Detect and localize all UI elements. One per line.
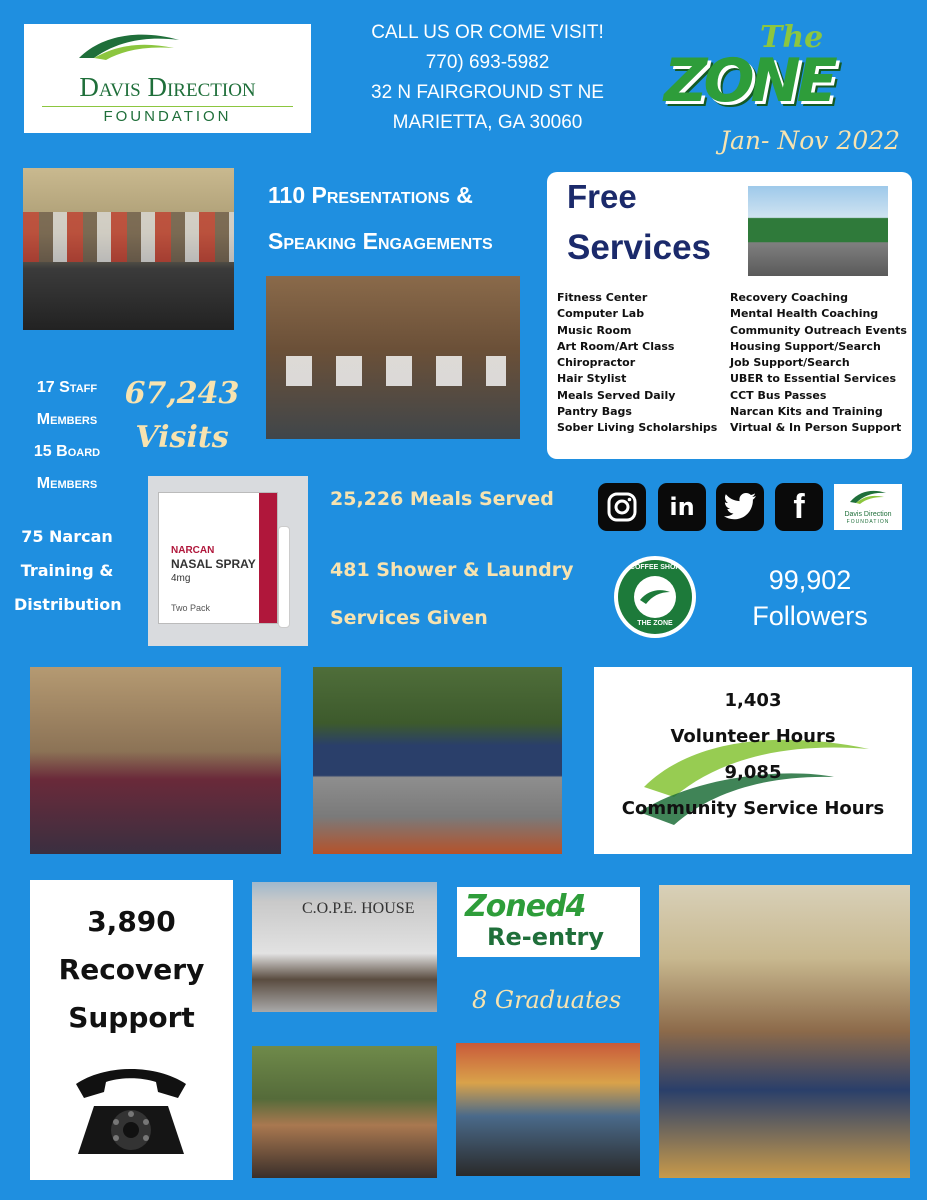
service-item: Hair Stylist xyxy=(557,372,627,386)
the-zone-logo xyxy=(650,20,900,120)
narcan-training-stat xyxy=(14,520,120,622)
zone-logo-the: The xyxy=(760,20,824,55)
recovery-text xyxy=(30,898,233,1042)
cope-house-sign: C.O.P.E. HOUSE xyxy=(302,900,415,917)
recovery-line1: Recovery xyxy=(58,953,205,986)
narcan-box-image xyxy=(148,476,308,646)
narcan-product: NASAL SPRAY xyxy=(171,557,256,571)
cope-house-photo xyxy=(252,882,437,1012)
service-item: Music Room xyxy=(557,323,632,337)
staff-group-photo xyxy=(30,667,281,854)
services-title1: Free xyxy=(567,178,637,215)
dining-group-photo xyxy=(252,1046,437,1178)
shower-line1: 481 Shower & Laundry xyxy=(330,559,574,581)
service-item: UBER to Essential Services xyxy=(730,372,897,386)
volunteer-panel xyxy=(594,667,912,854)
telephone-icon xyxy=(66,1062,196,1162)
davis-direction-logo xyxy=(24,24,311,133)
followers-label: Followers xyxy=(752,601,868,631)
zoned4-line2: Re-entry xyxy=(487,923,605,951)
recovery-panel xyxy=(30,880,233,1180)
service-item: Narcan Kits and Training xyxy=(730,405,883,419)
service-item: Virtual & In Person Support xyxy=(730,421,902,435)
classroom-photo xyxy=(456,1043,640,1176)
volunteer-label: Volunteer Hours xyxy=(670,726,836,747)
contact-heading: CALL US OR COME VISIT! xyxy=(371,22,604,43)
service-item: Community Outreach Events xyxy=(730,323,907,337)
services-right-list xyxy=(730,290,907,437)
small-foundation-logo xyxy=(834,484,902,530)
bird-icon xyxy=(638,586,672,608)
contact-address1: 32 N FAIRGROUND ST NE xyxy=(371,82,604,103)
small-logo-line2: FOUNDATION xyxy=(846,519,890,525)
narcan-pack: Two Pack xyxy=(171,603,211,613)
followers-stat xyxy=(730,562,890,634)
certificates-photo xyxy=(266,276,520,439)
coffee-top: COFFEE SHOP xyxy=(629,564,681,571)
coffee-shop-badge xyxy=(614,556,696,638)
linkedin-icon[interactable]: in xyxy=(658,483,706,531)
narcan-line1: 75 Narcan xyxy=(21,527,113,546)
service-item: Computer Lab xyxy=(557,307,645,321)
twitter-icon[interactable] xyxy=(716,483,764,531)
services-left-list xyxy=(557,290,717,437)
staff-stat xyxy=(22,372,112,500)
zoned4-line1: Zoned4 xyxy=(465,889,586,924)
volunteer-text xyxy=(594,683,912,827)
service-item: Pantry Bags xyxy=(557,405,632,419)
meals-stat: 25,226 Meals Served xyxy=(330,488,554,510)
service-item: Sober Living Scholarships xyxy=(557,421,718,435)
zone-period: Jan- Nov 2022 xyxy=(720,126,901,155)
volunteer-number: 1,403 xyxy=(724,690,782,711)
visits-label: Visits xyxy=(135,420,229,455)
contact-address2: MARIETTA, GA 30060 xyxy=(392,112,583,133)
contact-phone[interactable]: 770) 693-5982 xyxy=(425,52,550,73)
services-title2: Services xyxy=(567,228,712,267)
shower-stat xyxy=(330,546,573,642)
coffee-bottom: THE ZONE xyxy=(637,620,673,627)
service-item: Mental Health Coaching xyxy=(730,307,879,321)
service-item: Fitness Center xyxy=(557,291,648,304)
recovery-number: 3,890 xyxy=(87,905,176,938)
presentations-stat xyxy=(268,172,493,264)
followers-number: 99,902 xyxy=(768,565,852,595)
service-item: Recovery Coaching xyxy=(730,291,848,304)
swoosh-icon xyxy=(74,28,184,64)
contact-block xyxy=(330,18,645,138)
service-item: Meals Served Daily xyxy=(557,388,676,402)
staff-line4: Members xyxy=(36,475,98,492)
logo-line1: Davis Direction xyxy=(79,72,256,102)
logo-line2: FOUNDATION xyxy=(103,108,232,125)
staff-line2: Members xyxy=(36,411,98,428)
community-number: 9,085 xyxy=(724,762,782,783)
service-item: Art Room/Art Class xyxy=(557,339,675,353)
facebook-icon[interactable]: f xyxy=(775,483,823,531)
graduates-stat: 8 Graduates xyxy=(472,986,622,1014)
small-logo-line1: Davis Direction xyxy=(844,511,892,518)
recovery-line2: Support xyxy=(68,1001,195,1034)
football-team-photo xyxy=(313,667,562,854)
presentations-line1: 110 Presentations & xyxy=(268,182,473,208)
presentations-line2: Speaking Engagements xyxy=(268,228,493,254)
zoned4-reentry-logo xyxy=(457,887,640,957)
narcan-line3: Distribution xyxy=(14,595,122,614)
service-item: Job Support/Search xyxy=(730,356,850,370)
community-label: Community Service Hours xyxy=(621,798,885,819)
visits-stat xyxy=(122,372,242,460)
zone-logo-word: ZONE xyxy=(664,46,834,116)
service-item: CCT Bus Passes xyxy=(730,388,827,402)
service-item: Housing Support/Search xyxy=(730,339,881,353)
free-services-panel xyxy=(547,172,912,459)
narcan-dose: 4mg xyxy=(171,573,191,584)
gym-photo xyxy=(23,168,234,330)
staff-line1: 17 Staff xyxy=(36,379,98,396)
cooking-class-photo xyxy=(659,885,910,1178)
narcan-line2: Training & xyxy=(20,561,114,580)
shower-line2: Services Given xyxy=(330,607,488,629)
service-item: Chiropractor xyxy=(557,356,636,370)
staff-line3: 15 Board xyxy=(33,443,101,460)
visits-number: 67,243 xyxy=(124,376,240,411)
zone-building-photo xyxy=(748,186,888,276)
narcan-brand: NARCAN xyxy=(171,545,215,556)
swoosh-icon xyxy=(848,487,888,505)
instagram-icon[interactable] xyxy=(598,483,646,531)
